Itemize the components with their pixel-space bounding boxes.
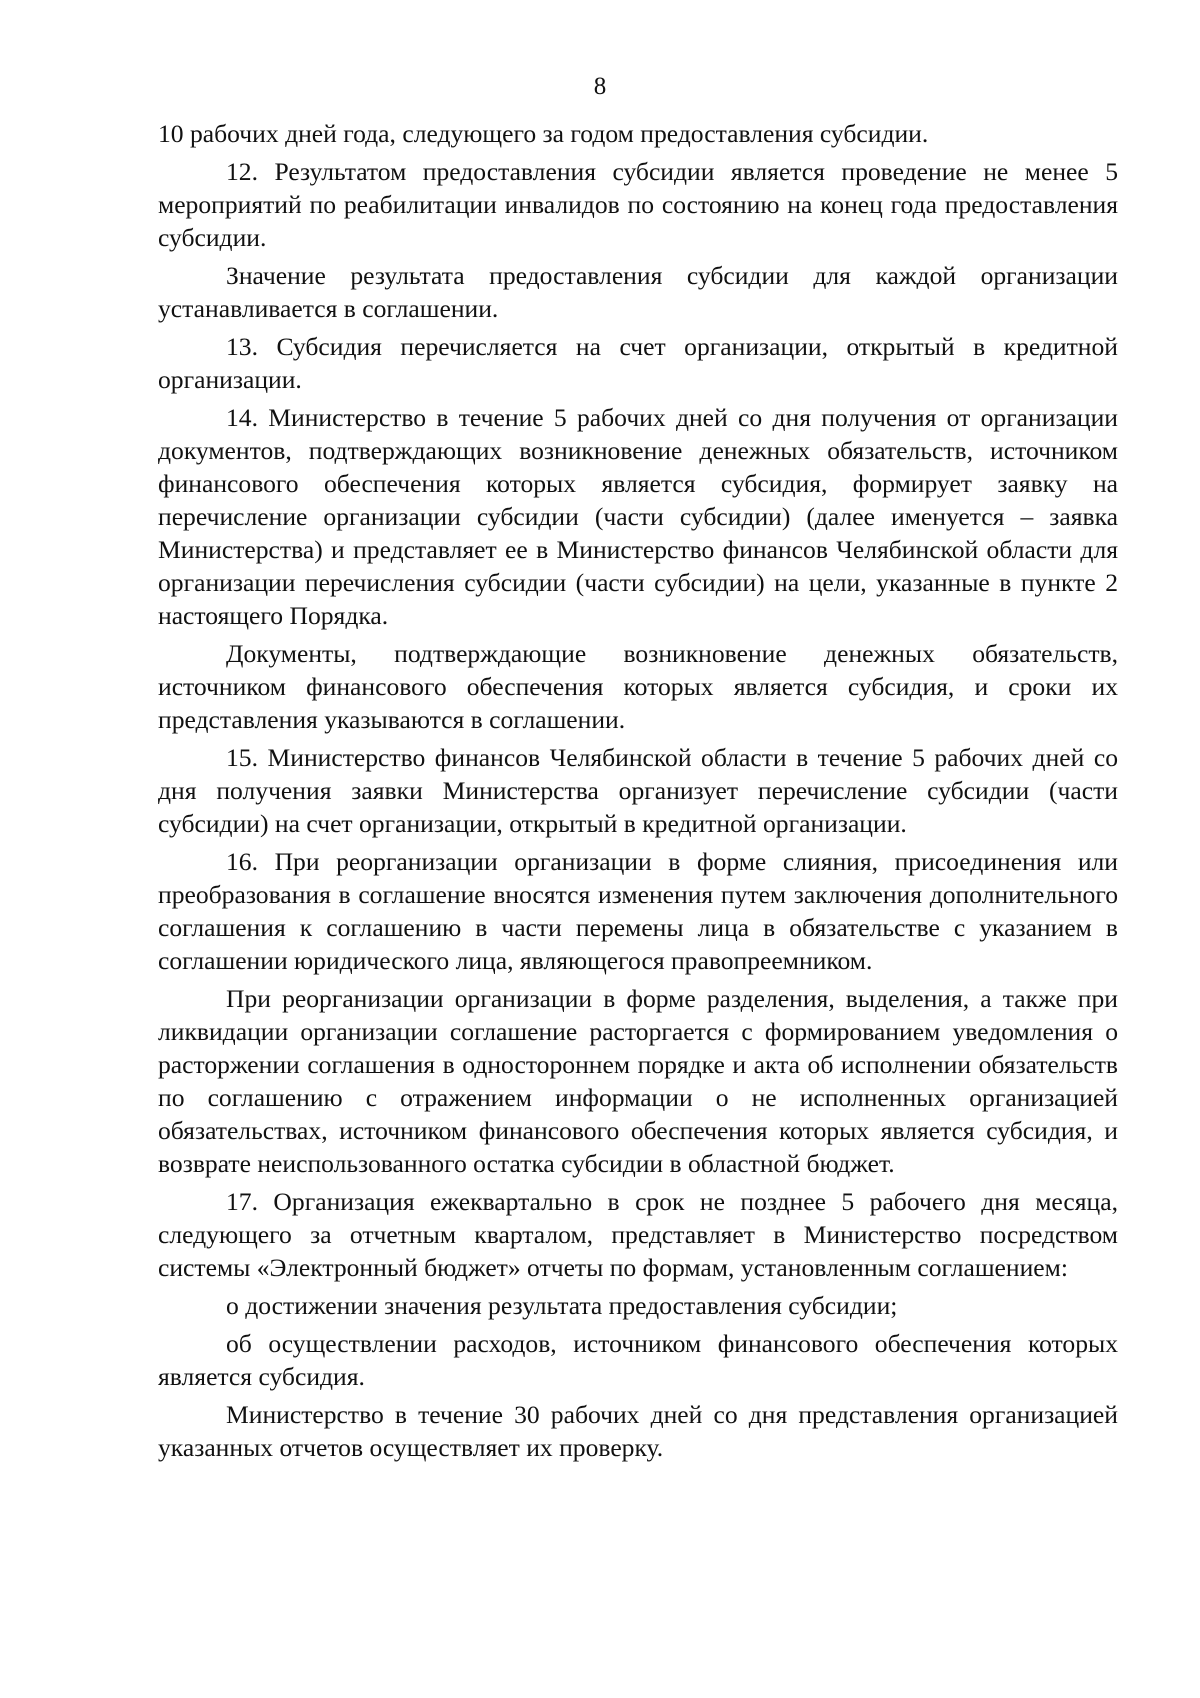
paragraph-reorganization-division: При реорганизации организации в форме разделения, выделения, а также при ликвидации организации соглашение расторгается с формированием уведомления о расторжении соглашения в одностороннем порядке и акта об исполнении обязательств по соглашению с отражением информации о не исполненных организацией обязательствах, источником финансового обеспечения которых является субсидия, и возврате неиспользованного остатка субсидии в областной бюджет.: [158, 984, 1118, 1178]
paragraph-17-reports: 17. Организация ежеквартально в срок не позднее 5 рабочего дня месяца, следующего за отчетным кварталом, представляет в Министерство посредством системы «Электронный бюджет» отчеты по формам, установленным соглашением:: [158, 1187, 1118, 1282]
paragraph-13-transfer: 13. Субсидия перечисляется на счет организации, открытый в кредитной организации.: [158, 332, 1118, 394]
paragraph-continuation: 10 рабочих дней года, следующего за годом предоставления субсидии.: [158, 119, 929, 148]
page-number: 8: [593, 73, 607, 100]
paragraph-report-check: Министерство в течение 30 рабочих дней со дня представления организацией указанных отчетов осуществляет их проверку.: [158, 1400, 1118, 1462]
paragraph-16-reorganization: 16. При реорганизации организации в форме слияния, присоединения или преобразования в соглашение вносятся изменения путем заключения дополнительного соглашения к соглашению в части перемены лица в обязательстве с указанием в соглашении юридического лица, являющегося правопреемником.: [158, 847, 1118, 975]
paragraph-report-expenses: об осуществлении расходов, источником финансового обеспечения которых является субсидия.: [158, 1329, 1118, 1391]
paragraph-15-finance-ministry: 15. Министерство финансов Челябинской области в течение 5 рабочих дней со дня получения заявки Министерства организует перечисление субсидии (части субсидии) на счет организации, открытый в кредитной организации.: [158, 743, 1118, 838]
paragraph-documents: Документы, подтверждающие возникновение денежных обязательств, источником финансового обеспечения которых является субсидия, и сроки их представления указываются в соглашении.: [158, 639, 1118, 734]
paragraph-14-application: 14. Министерство в течение 5 рабочих дней со дня получения от организации документов, подтверждающих возникновение денежных обязательств, источником финансового обеспечения которых является субсидия, формирует заявку на перечисление организации субсидии (части субсидии) (далее именуется – заявка Министерства) и представляет ее в Министерство финансов Челябинской области для организации перечисления субсидии (части субсидии) на цели, указанные в пункте 2 настоящего Порядка.: [158, 403, 1118, 630]
document-body: [158, 117, 1118, 1469]
paragraph-report-result: о достижении значения результата предоставления субсидии;: [226, 1291, 898, 1320]
paragraph-12-result: 12. Результатом предоставления субсидии является проведение не менее 5 мероприятий по реабилитации инвалидов по состоянию на конец года предоставления субсидии.: [158, 157, 1118, 252]
paragraph-result-value: Значение результата предоставления субсидии для каждой организации устанавливается в соглашении.: [158, 261, 1118, 323]
